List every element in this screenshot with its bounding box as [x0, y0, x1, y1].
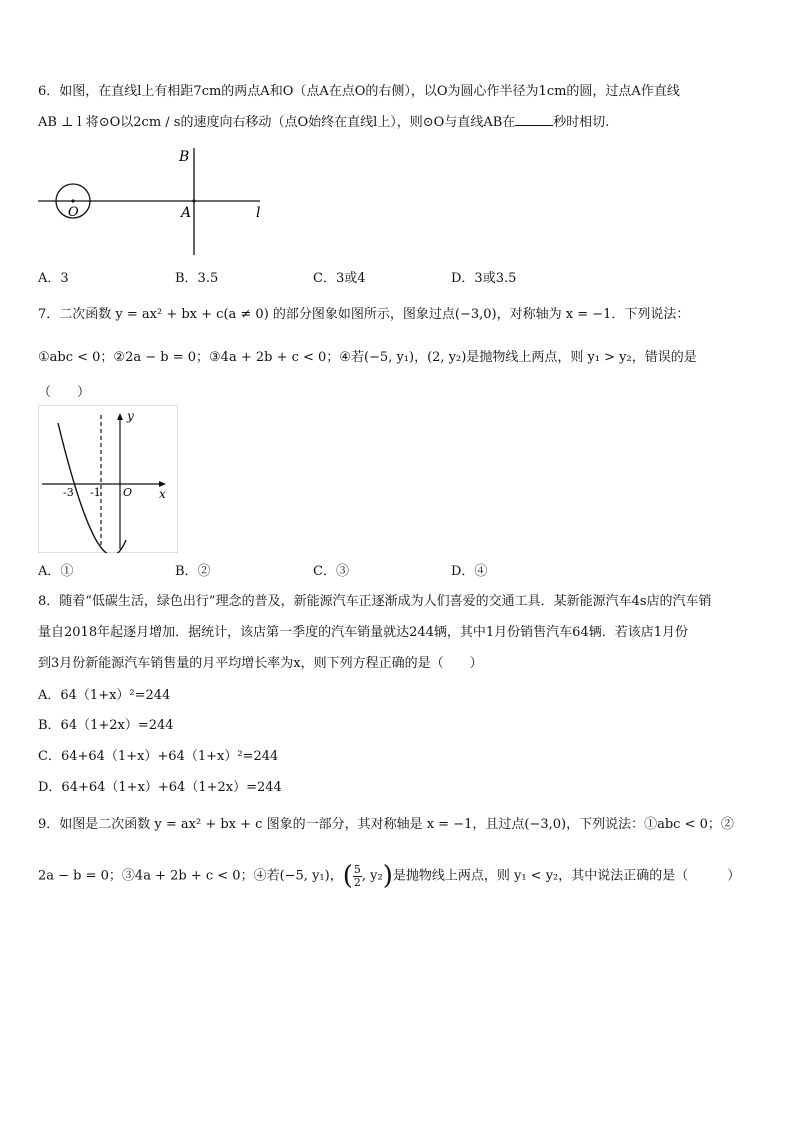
q7-line1: 7．二次函数 y = ax² + bx + c(a ≠ 0) 的部分图象如图所示，图象过点(−3,0)，对称轴为 x = −1．下列说法：	[38, 307, 690, 322]
q6-option-a[interactable]: A．3	[38, 271, 69, 286]
q6-label-l: l	[256, 205, 261, 221]
q8-option-c[interactable]: C．64+64（1+x）+64（1+x）²=244	[38, 749, 279, 764]
q8-line3: 到3月份新能源汽车销售量的月平均增长率为x，则下列方程正确的是（ ）	[38, 656, 483, 671]
q7-option-c[interactable]: C．③	[313, 564, 349, 579]
q7-line3: （ ）	[38, 385, 91, 400]
q6-line2-end: 秒时相切.	[553, 115, 610, 130]
q9-line2-text: 2a − b = 0；③4a + 2b + c < 0；④若(−5, y₁)，	[38, 868, 343, 884]
q6-line2-text: AB ⊥ l 将⊙O以2cm / s的速度向右移动（点O始终在直线l上），则⊙O与直线AB在	[38, 115, 516, 130]
q9-line2-end: 是抛物线上两点，则 y₁ < y₂，其中说法正确的是（ ）	[392, 868, 741, 884]
q7-option-d[interactable]: D．④	[451, 564, 488, 579]
q6-line1: 6．如图，在直线l上有相距7cm的两点A和O（点A在点O的右侧），以O为圆心作半径为1cm的圆，过点A作直线	[38, 84, 680, 99]
q6-center-dot	[71, 199, 74, 202]
q7-label-minus3: -3	[63, 486, 74, 499]
q8-option-d[interactable]: D．64+64（1+x）+64（1+2x）=244	[38, 780, 282, 795]
q7-option-b[interactable]: B．②	[175, 564, 211, 579]
q9-fraction-numerator: 5	[353, 862, 361, 876]
q8-option-a[interactable]: A．64（1+x）²=244	[38, 688, 171, 703]
q7-label-x: x	[159, 487, 166, 501]
q6-label-A: A	[181, 205, 192, 221]
q9-fraction	[353, 864, 362, 889]
q9-left-paren: (	[342, 861, 353, 891]
q6-point-A-dot	[192, 199, 195, 202]
q9-line2	[38, 858, 758, 895]
q7-y-arrow	[117, 413, 123, 420]
q7-label-origin: O	[123, 486, 133, 499]
q6-option-d[interactable]: D．3或3.5	[451, 271, 517, 286]
q7-option-a[interactable]: A．①	[38, 564, 74, 579]
q9-line1: 9．如图是二次函数 y = ax² + bx + c 图象的一部分，其对称轴是 x = −1，且过点(−3,0)，下列说法：①abc < 0；②	[38, 817, 734, 832]
q7-label-y: y	[127, 409, 134, 423]
q6-answer-blank	[515, 113, 553, 126]
q9-right-paren: )	[382, 861, 393, 891]
q9-point-y2: , y₂	[361, 868, 383, 884]
q6-option-c[interactable]: C．3或4	[313, 271, 366, 286]
q8-line2: 量自2018年起逐月增加．据统计，该店第一季度的汽车销量就达244辆，其中1月份销售汽车64辆．若该店1月份	[38, 625, 688, 640]
q7-figure	[38, 405, 178, 553]
q9-fraction-denominator: 2	[353, 875, 361, 889]
q6-line2	[38, 113, 758, 133]
q6-label-O: O	[68, 205, 79, 220]
q8-line1: 8．随着“低碳生活，绿色出行”理念的普及，新能源汽车正逐渐成为人们喜爱的交通工具．某新能源汽车4s店的汽车销	[38, 594, 712, 609]
q6-figure	[38, 143, 278, 258]
q7-label-minus1: -1	[90, 486, 101, 499]
q8-option-b[interactable]: B．64（1+2x）=244	[38, 718, 174, 733]
q6-label-B: B	[179, 149, 190, 165]
q6-option-b[interactable]: B．3.5	[175, 271, 219, 286]
q7-line2: ①abc < 0；②2a − b = 0；③4a + 2b + c < 0；④若(−5, y₁)，(2, y₂)是抛物线上两点，则 y₁ > y₂，错误的是	[38, 350, 697, 365]
